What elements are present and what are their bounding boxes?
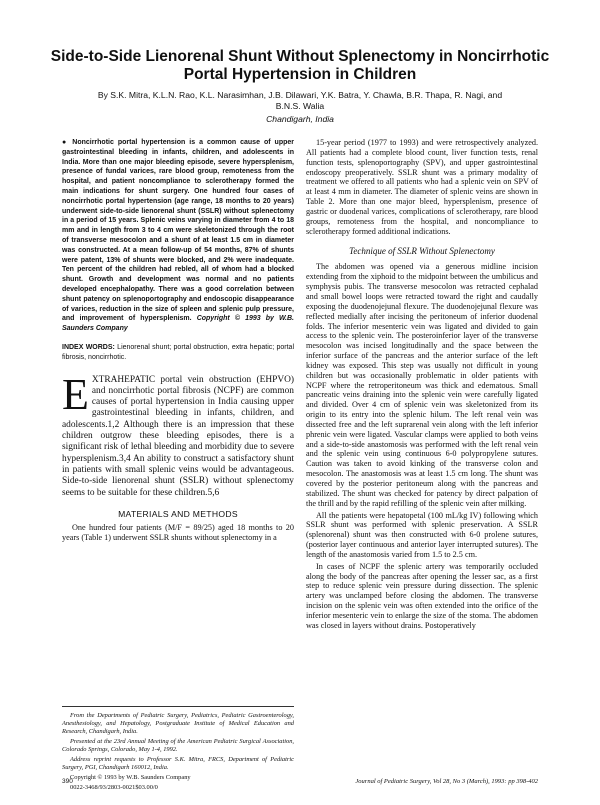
- introduction: [62, 369, 294, 499]
- abstract-text: ● Noncirrhotic portal hypertension is a common cause of upper gastrointestinal bleeding in infants, children, and adolescents in India. More than one major bleeding episode, severe hypersplenism, presence of fundal varices, rare blood group, remoteness from the hospital, and patient noncompliance to sclerotherapy formed the main indications for shunt surgery. One hundred four cases of noncirrhotic portal hypertension (age range, 18 months to 20 years) underwent side-to-side lienorenal shunt (SSLR) without splenectomy in a period of 15 years. Splenic veins varying in diameter from 4 to 18 mm and in length from 3 to 4 cm were skeletonized through the root of transverse mesocolon and a shunt of at least 1.5 cm in diameter was constructed. At a mean follow-up of 54 months, 87% of shunts were patent, 13% of shunts were blocked, and 2% were inadequate. Ten percent of the children had rebled, all of whom had a blocked shunt. Growth and development was normal and no patients developed encephalopathy. There was a good correlation between shunt patency on splenoportography and endoscopic disappearance of varices, reduction in the size of spleen and splenic pulp pressure, and improvement of hypersplenism.: [62, 139, 294, 323]
- right-column: [306, 138, 538, 778]
- page-number: 390: [62, 778, 73, 785]
- methods-heading: MATERIALS AND METHODS: [118, 508, 238, 519]
- footnote-issn: 0022-3468/93/2803-0021$03.00/0: [70, 784, 158, 791]
- technique-subheading: Technique of SSLR Without Splenectomy: [349, 246, 495, 257]
- title-line-2: Portal Hypertension in Children: [183, 66, 417, 83]
- footnote-presented: Presented at the 23rd Annual Meeting of the American Pediatric Surgical Association, Colorado Springs, Colorado, May 1-4, 1992.: [62, 738, 294, 753]
- left-column: [62, 138, 294, 778]
- methods-text: One hundred four patients (M/F = 89/25) aged 18 months to 20 years (Table 1) underwent SSLR shunts without splenectomy in a: [62, 522, 294, 542]
- footnote-affiliation: From the Departments of Pediatric Surgery, Pediatrics, Pediatric Gastroenterology, Anesthesiology, and Hepatology, Postgraduate Institute of Medical Education and Research, Chandigarh, India.: [62, 712, 294, 735]
- index-words-label: INDEX WORDS:: [62, 343, 115, 351]
- technique-paragraph-2: All the patients were hepatopetal (100 mL/kg IV) following which SSLR shunt was performed with splenic preservation. A SSLR (splenorenal) shunt was then constructed with 6-0 prolene sutures, (posterior layer continuous and anterior layer interrupted sutures). The length of the anastomosis varied from 1.5 to 2.5 cm.: [306, 510, 538, 559]
- technique-paragraph-1: The abdomen was opened via a generous midline incision extending from the xiphoid to the midpoint between the umbilicus and symphysis pubis. The transverse mesocolon was retracted cephalad and small bowel loops were retracted toward the right and caudally exposing the duodenojejunal flexure. The duodenojejunal flexure was reflected medially after incising the peritoneum of inferior duodenal folds. The inferior mesenteric vein was ligated and divided to gain access to the splenic vein. The posteroinferior layer of the transverse mesocolon was incised longitudinally and the space between the inferior surface of the pancreas and the anterior surface of the left kidney was exposed. This step was usually not difficult in young children but was occasionally problematic in older patients with NCPF where the retroperitoneum was thick and edematous. Small pancreatic veins draining into the splenic vein were carefully ligated and divided. Over 4 cm of splenic vein was skeletonized from its origin to its entry into the splenic hilum. The left renal vein was dissected free and the left suprarenal vein along with the left inferior phrenic vein were ligated. Vascular clamps were applied to both veins and a side-to-side anastomosis was performed with the left renal vein and the splenic vein using continuous 6-0 polypropylene sutures. Caution was taken to avoid kinking of the transverse colon and mesocolon. The anastomosis was at least 1.5 cm long. The shunt was covered by the posterior peritoneum along with the pancreas and stabilized. The shunt was checked for patency by direct palpation of the thrill and by the rapid refilling of the splenic vein after milking.: [306, 262, 538, 508]
- author-list: By S.K. Mitra, K.L.N. Rao, K.L. Narasimhan, J.B. Dilawari, Y.K. Batra, Y. Chawla, B.R. Thapa, R. Nagi, and B.N.S. Walia: [97, 90, 503, 111]
- article-title: [30, 48, 570, 84]
- technique-paragraph-3: In cases of NCPF the splenic artery was temporarily occluded along the body of the pancreas after opening the lesser sac, as a first step to reduce splenic vein pressure during dissection. The splenic artery was unclamped before closing the abdomen. The transverse incision on the splenic vein was often extended into the orifice of the inferior mesenteric vein to enlarge the size of the stoma. The abdomen was closed in layers without drains. Postoperatively: [306, 561, 538, 630]
- footnotes: [62, 706, 294, 794]
- index-words-text: Lienorenal shunt; portal obstruction, extra hepatic; portal fibrosis, noncirrhotic.: [62, 343, 294, 361]
- abstract: [62, 138, 294, 334]
- methods-continued: 15-year period (1977 to 1993) and were retrospectively analyzed. All patients had a complete blood count, liver function tests, renal function tests, splenoportography (SPV), and upper gastrointestinal endoscopy preoperatively. SSLR shunt was a primary modality of treatment we offered to all patients who had a splenic vein on SPV of at least 4 mm in diameter. The diameter of splenic veins are shown in Table 2. More than one major bleed, hypersplenism, presence of gastric or duodenal varices, complications of sclerotherapy, rare blood groups, remoteness from the hospital, and noncompliance to sclerotherapy formed additional indications.: [306, 138, 538, 236]
- index-words: [62, 343, 294, 363]
- introduction-text: XTRAHEPATIC portal vein obstruction (EHPVO) and noncirrhotic portal fibrosis (NCPF) are common causes of portal hypertension in India causing upper gastrointestinal bleeding in infants, children, and adolescents.1,2 Although there is an impression that these children outgrow these bleeding episodes, there is a significant risk of lethal bleeding and morbidity due to severe hypersplenism.3,4 An ability to construct a satisfactory shunt in patients with small splenic veins would be advantageous. Side-to-side lienorenal shunt (SSLR) without splenectomy seems to be suitable for these children.5,6: [62, 374, 294, 498]
- affiliation: Chandigarh, India: [266, 114, 334, 124]
- drop-cap: E: [62, 369, 89, 419]
- footnote-copyright: Copyright © 1993 by W.B. Saunders Company: [70, 774, 191, 781]
- copyright-line: Copyright © 1993 by W.B. Saunders Company: [62, 315, 294, 333]
- footnote-reprint: Address reprint requests to Professor S.K. Mitra, FRCS, Department of Pediatric Surgery, PGI, Chandigarh 160012, India.: [62, 756, 294, 771]
- title-line-1: Side-to-Side Lienorenal Shunt Without Splenectomy in Noncirrhotic: [50, 48, 550, 65]
- journal-reference: Journal of Pediatric Surgery, Vol 28, No 3 (March), 1993: pp 398-402: [355, 778, 538, 785]
